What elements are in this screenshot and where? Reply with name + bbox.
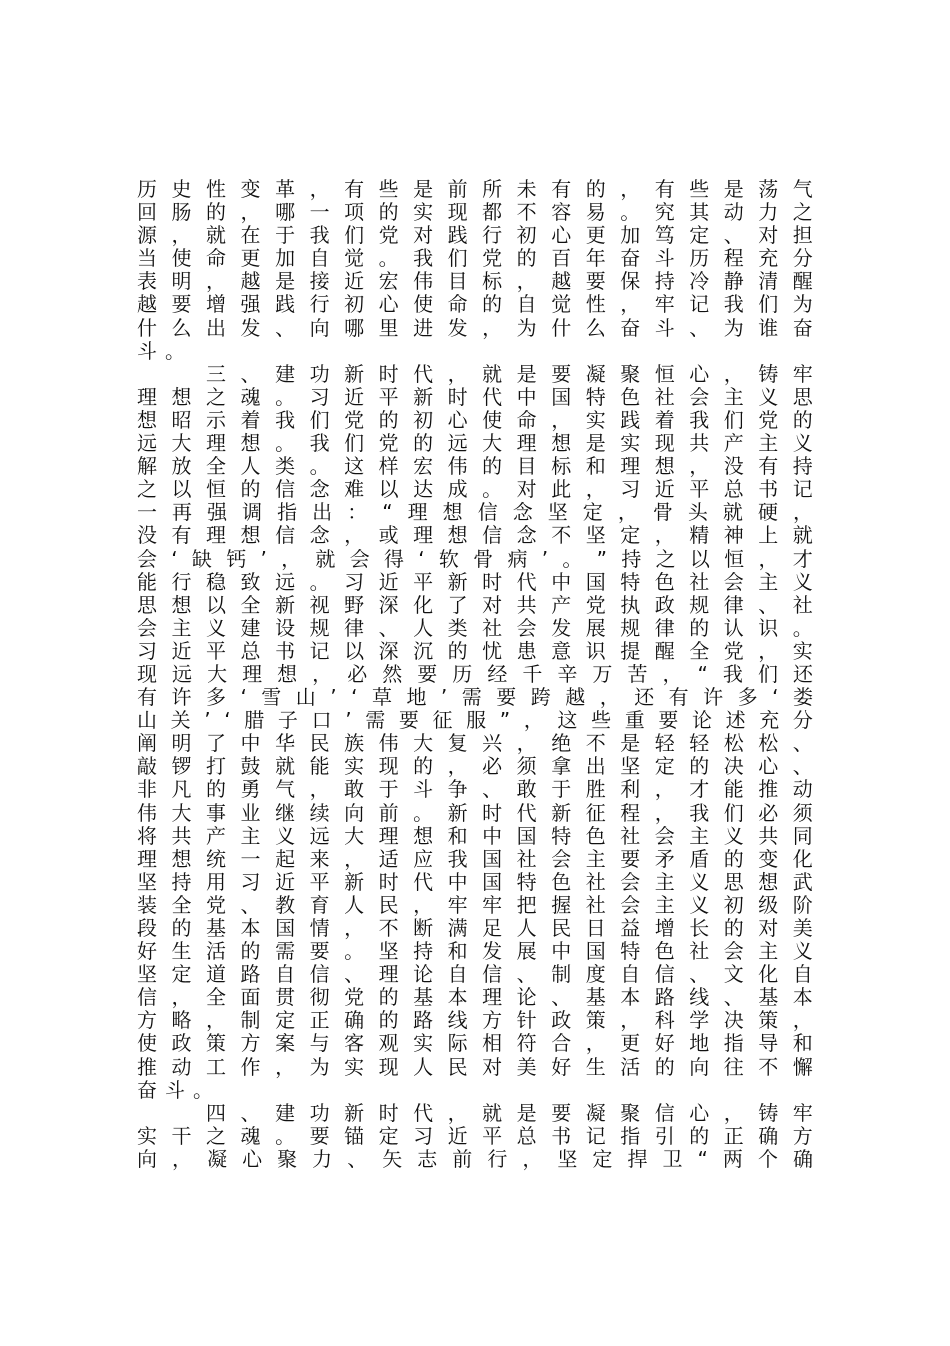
text-line: 之 以 恒 的 信 念 难 以 达 成 。 对 此 ， 习 近 平 总 书 记 (137, 477, 813, 502)
text-line: 思 想 以 全 新 视 野 深 化 了 对 共 产 党 执 政 规 律 、 社 (137, 592, 813, 617)
text-line: 段 的 基 本 国 情 ， 不 断 满 足 人 民 日 益 增 长 的 对 美 (137, 916, 813, 940)
text-line: 一 再 强 调 指 出 ： “ 理 想 信 念 坚 定 ， 骨 头 就 硬 ， (137, 500, 813, 525)
text-line: 会 主 义 建 设 规 律 、 人 类 社 会 发 展 规 律 的 认 识 。 (137, 615, 813, 640)
text-line: 奋 斗 。 (137, 1077, 213, 1102)
text-line: 源 ， 就 在 于 我 们 党 对 践 行 初 心 更 加 笃 定 、 对 担 (137, 223, 813, 248)
text-line: 有 许 多 ‘ 雪 山 ’ ‘ 草 地 ’ 需 要 跨 越 ， 还 有 许 多 ‘ 娄 (137, 685, 813, 710)
text-line: 理 想 统 一 起 来 ， 适 应 我 国 社 会 主 要 矛 盾 的 变 化 (137, 846, 813, 871)
text-line: 能 行 稳 致 远 。 习 近 平 新 时 代 中 国 特 色 社 会 主 义 (137, 569, 813, 594)
text-line: 理 想 之 魂 。 习 近 平 新 时 代 中 国 特 色 社 会 主 义 思 (137, 384, 813, 409)
text-line: 使 政 策 方 案 与 客 观 实 际 相 符 合 ， 更 好 地 指 导 和 (137, 1031, 813, 1056)
text-line: 越 要 增 强 践 行 初 心 使 命 的 自 觉 性 ， 牢 记 我 们 为 (137, 292, 813, 317)
text-line: 伟 大 事 业 继 续 向 前 。 新 时 代 新 征 程 ， 我 们 必 须 (137, 800, 813, 825)
text-line: 实 干 之 魂 。 要 锚 定 习 近 平 总 书 记 指 引 的 正 确 方 (137, 1123, 813, 1148)
text-line: 阐 明 了 中 华 民 族 伟 大 复 兴 ， 绝 不 是 轻 轻 松 松 、 (137, 731, 813, 756)
text-line: 装 全 党 、 教 育 人 民 ， 牢 牢 把 握 社 会 主 义 初 级 阶 (137, 892, 813, 917)
text-line: 将 共 产 主 义 远 大 理 想 和 中 国 特 色 社 会 主 义 共 同 (137, 823, 813, 848)
body-text (137, 178, 813, 1171)
text-line: 四 、 建 功 新 时 代 ， 就 是 要 凝 聚 信 心 ， 铸 牢 (206, 1100, 813, 1125)
text-line: 表 明 ， 越 是 接 近 宏 伟 目 标 ， 越 要 保 持 冷 静 清 醒 (137, 269, 813, 294)
text-line: 什 么 出 发 、 向 哪 里 进 发 ， 为 什 么 奋 斗 、 为 谁 奋 (137, 315, 813, 340)
text-line: 当 使 命 更 加 自 觉 。 我 们 党 的 百 年 奋 斗 历 程 充 分 (137, 246, 813, 271)
text-line: 习 近 平 总 书 记 以 深 沉 的 忧 患 意 识 提 醒 全 党 ， 实 (137, 638, 813, 663)
text-line: 信 ， 全 面 贯 彻 党 的 基 本 理 论 、 基 本 路 线 、 基 本 (137, 985, 813, 1010)
text-line: 会 ‘ 缺 钙 ’ ， 就 会 得 ‘ 软 骨 病 ’ 。 ” 持 之 以 恒 ， 才 (137, 546, 813, 571)
text-line: 斗 。 (137, 338, 185, 363)
text-line: 向 ， 凝 心 聚 力 、 矢 志 前 行 ， 坚 定 捍 卫 “ 两 个 确 (137, 1146, 813, 1171)
text-line: 想 昭 示 着 我 们 党 的 初 心 使 命 ， 实 践 着 我 们 党 的 (137, 407, 813, 432)
text-line: 回 肠 的 ， 哪 一 项 的 实 现 都 不 容 易 。 究 其 动 力 之 (137, 200, 813, 225)
text-line: 历 史 性 变 革 ， 有 些 是 前 所 未 有 的 ， 有 些 是 荡 气 (137, 177, 813, 201)
text-line: 非 凡 的 勇 气 ， 敢 于 斗 争 、 敢 于 胜 利 ， 才 能 推 动 (137, 777, 813, 802)
text-line: 现 远 大 理 想 ， 必 然 要 历 经 千 辛 万 苦 ， “ 我 们 还 (137, 661, 813, 686)
text-line: 敲 锣 打 鼓 就 能 实 现 的 ， 必 须 拿 出 坚 定 的 决 心 、 (137, 754, 813, 779)
text-line: 三 、 建 功 新 时 代 ， 就 是 要 凝 聚 恒 心 ， 铸 牢 (206, 361, 813, 386)
text-line: 解 放 全 人 类 。 这 样 宏 伟 的 目 标 和 理 想 ， 没 有 持 (137, 454, 813, 479)
text-line: 推 动 工 作 ， 为 实 现 人 民 对 美 好 生 活 的 向 往 不 懈 (137, 1054, 813, 1079)
text-line: 好 生 活 的 需 要 。 坚 持 和 发 展 中 国 特 色 社 会 主 义 (137, 939, 813, 964)
text-line: 没 有 理 想 信 念 ， 或 理 想 信 念 不 坚 定 ， 精 神 上 就 (137, 523, 813, 548)
text-line: 坚 定 道 路 自 信 、 理 论 自 信 、 制 度 自 信 、 文 化 自 (137, 962, 813, 987)
text-line: 山 关 ’ ‘ 腊 子 口 ’ 需 要 征 服 ” ， 这 些 重 要 论 述 充 分 (137, 708, 813, 733)
text-line: 方 略 ， 制 定 正 确 的 路 线 方 针 政 策 ， 科 学 决 策 ， (137, 1008, 813, 1033)
text-line: 远 大 理 想 。 我 们 党 的 远 大 理 想 是 实 现 共 产 主 义 (137, 431, 813, 456)
text-line: 坚 持 用 习 近 平 新 时 代 中 国 特 色 社 会 主 义 思 想 武 (137, 869, 813, 894)
